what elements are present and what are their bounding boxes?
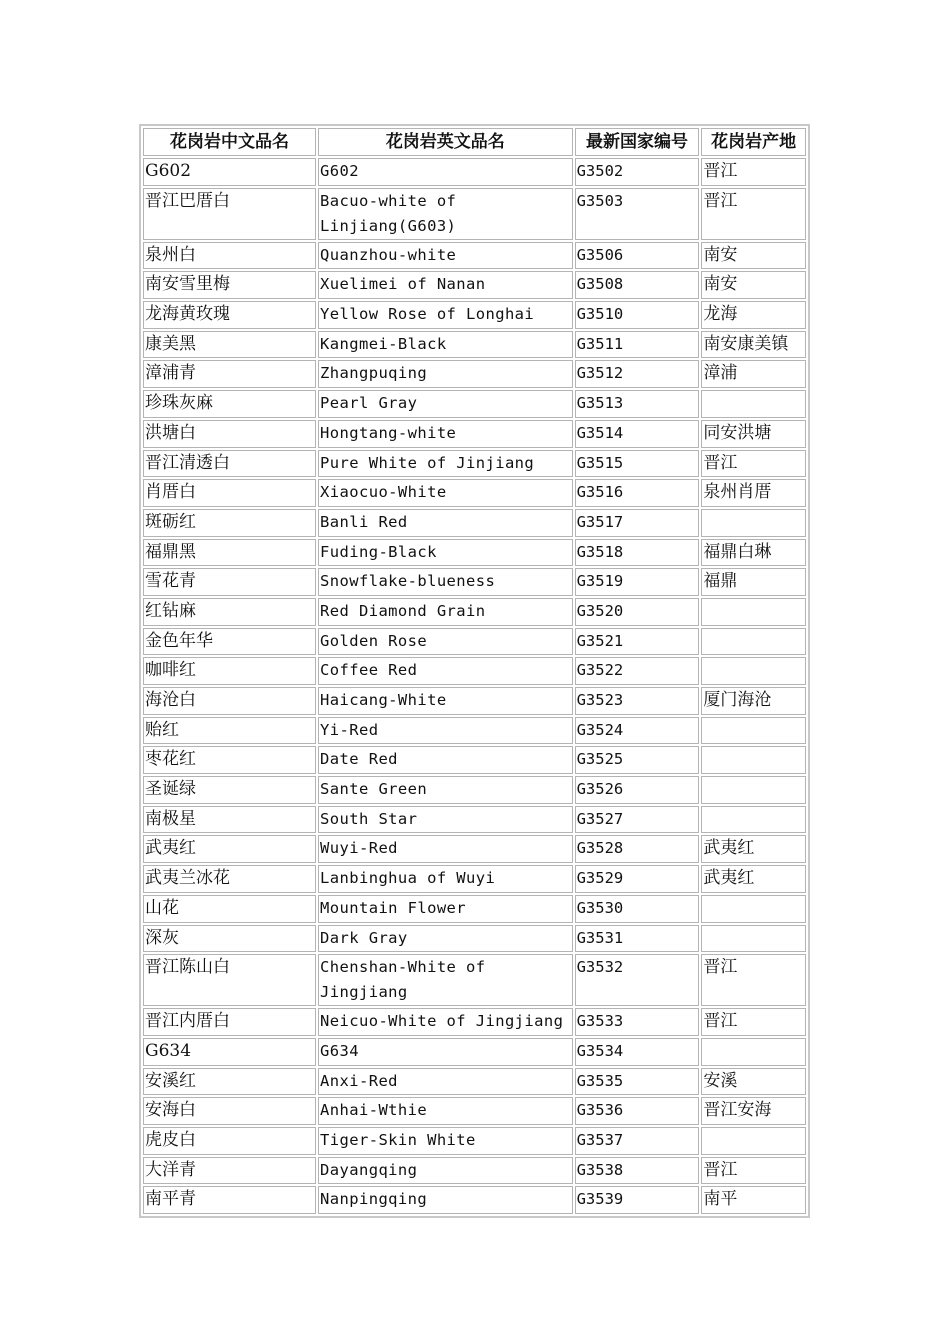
cell-origin: 福鼎白琳 <box>701 539 806 567</box>
cell-origin <box>701 628 806 656</box>
cell-national-code: G3515 <box>575 450 700 478</box>
cell-english-name: Wuyi-Red <box>318 835 573 863</box>
cell-chinese-name: 斑砺红 <box>143 509 316 537</box>
cell-chinese-name: 福鼎黑 <box>143 539 316 567</box>
cell-national-code: G3533 <box>575 1008 700 1036</box>
cell-origin: 龙海 <box>701 301 806 329</box>
table-row <box>143 450 806 478</box>
cell-english-name: Tiger-Skin White <box>318 1127 573 1155</box>
cell-national-code: G3502 <box>575 158 700 186</box>
cell-chinese-name: 南平青 <box>143 1186 316 1214</box>
table-row <box>143 390 806 418</box>
table-row <box>143 360 806 388</box>
cell-origin <box>701 746 806 774</box>
cell-chinese-name: 贻红 <box>143 717 316 745</box>
cell-national-code: G3503 <box>575 188 700 240</box>
cell-chinese-name: 红钻麻 <box>143 598 316 626</box>
cell-chinese-name: 康美黑 <box>143 331 316 359</box>
cell-origin <box>701 1038 806 1066</box>
cell-chinese-name: 海沧白 <box>143 687 316 715</box>
cell-chinese-name: 晋江清透白 <box>143 450 316 478</box>
cell-english-name: Chenshan-White of Jingjiang <box>318 954 573 1006</box>
cell-origin: 晋江 <box>701 954 806 1006</box>
cell-origin: 同安洪塘 <box>701 420 806 448</box>
granite-table <box>139 124 810 1218</box>
cell-origin: 泉州肖厝 <box>701 479 806 507</box>
cell-chinese-name: 山花 <box>143 895 316 923</box>
cell-national-code: G3527 <box>575 806 700 834</box>
table-header <box>143 128 806 156</box>
cell-english-name: Kangmei-Black <box>318 331 573 359</box>
cell-national-code: G3538 <box>575 1157 700 1185</box>
cell-english-name: South Star <box>318 806 573 834</box>
cell-national-code: G3506 <box>575 242 700 270</box>
table-row <box>143 865 806 893</box>
table-row <box>143 776 806 804</box>
cell-chinese-name: 大洋青 <box>143 1157 316 1185</box>
cell-national-code: G3514 <box>575 420 700 448</box>
table-row <box>143 539 806 567</box>
cell-national-code: G3517 <box>575 509 700 537</box>
cell-origin: 武夷红 <box>701 865 806 893</box>
table-row <box>143 242 806 270</box>
cell-english-name: Date Red <box>318 746 573 774</box>
cell-national-code: G3526 <box>575 776 700 804</box>
cell-english-name: Hongtang-white <box>318 420 573 448</box>
cell-origin: 晋江 <box>701 450 806 478</box>
cell-origin: 晋江 <box>701 188 806 240</box>
cell-english-name: Coffee Red <box>318 657 573 685</box>
cell-english-name: Yellow Rose of Longhai <box>318 301 573 329</box>
cell-chinese-name: 枣花红 <box>143 746 316 774</box>
cell-origin <box>701 776 806 804</box>
cell-english-name: Red Diamond Grain <box>318 598 573 626</box>
table-row <box>143 331 806 359</box>
cell-english-name: Neicuo-White of Jingjiang <box>318 1008 573 1036</box>
cell-chinese-name: 泉州白 <box>143 242 316 270</box>
cell-english-name: Banli Red <box>318 509 573 537</box>
cell-chinese-name: G634 <box>143 1038 316 1066</box>
cell-origin: 南平 <box>701 1186 806 1214</box>
table-row <box>143 509 806 537</box>
cell-chinese-name: 晋江巴厝白 <box>143 188 316 240</box>
cell-english-name: Mountain Flower <box>318 895 573 923</box>
cell-origin <box>701 1127 806 1155</box>
cell-national-code: G3512 <box>575 360 700 388</box>
cell-origin: 晋江 <box>701 1008 806 1036</box>
cell-english-name: Quanzhou-white <box>318 242 573 270</box>
cell-chinese-name: 南安雪里梅 <box>143 271 316 299</box>
header-origin: 花岗岩产地 <box>701 128 806 156</box>
table-row <box>143 746 806 774</box>
table-body <box>143 158 806 1214</box>
cell-national-code: G3524 <box>575 717 700 745</box>
table-row <box>143 1157 806 1185</box>
cell-national-code: G3511 <box>575 331 700 359</box>
cell-national-code: G3518 <box>575 539 700 567</box>
cell-national-code: G3534 <box>575 1038 700 1066</box>
cell-national-code: G3508 <box>575 271 700 299</box>
cell-english-name: Xuelimei of Nanan <box>318 271 573 299</box>
cell-chinese-name: 漳浦青 <box>143 360 316 388</box>
cell-english-name: Haicang-White <box>318 687 573 715</box>
cell-origin: 漳浦 <box>701 360 806 388</box>
cell-national-code: G3522 <box>575 657 700 685</box>
cell-english-name: Anhai-Wthie <box>318 1097 573 1125</box>
header-national-code: 最新国家编号 <box>575 128 700 156</box>
header-chinese-name: 花岗岩中文品名 <box>143 128 316 156</box>
cell-origin: 武夷红 <box>701 835 806 863</box>
cell-english-name: Nanpingqing <box>318 1186 573 1214</box>
cell-chinese-name: 圣诞绿 <box>143 776 316 804</box>
cell-english-name: Bacuo-white of Linjiang(G603) <box>318 188 573 240</box>
table-row <box>143 1068 806 1096</box>
table-row <box>143 895 806 923</box>
cell-origin: 南安 <box>701 242 806 270</box>
cell-chinese-name: 武夷红 <box>143 835 316 863</box>
table-row <box>143 835 806 863</box>
cell-english-name: Zhangpuqing <box>318 360 573 388</box>
cell-origin <box>701 925 806 953</box>
cell-english-name: G634 <box>318 1038 573 1066</box>
cell-national-code: G3536 <box>575 1097 700 1125</box>
cell-english-name: Yi-Red <box>318 717 573 745</box>
table-row <box>143 188 806 240</box>
cell-national-code: G3516 <box>575 479 700 507</box>
table-row <box>143 301 806 329</box>
table-row <box>143 598 806 626</box>
cell-chinese-name: 晋江内厝白 <box>143 1008 316 1036</box>
table-row <box>143 1127 806 1155</box>
cell-national-code: G3530 <box>575 895 700 923</box>
cell-english-name: Fuding-Black <box>318 539 573 567</box>
cell-national-code: G3537 <box>575 1127 700 1155</box>
cell-national-code: G3520 <box>575 598 700 626</box>
cell-national-code: G3531 <box>575 925 700 953</box>
cell-origin: 南安康美镇 <box>701 331 806 359</box>
cell-chinese-name: G602 <box>143 158 316 186</box>
cell-national-code: G3539 <box>575 1186 700 1214</box>
cell-chinese-name: 珍珠灰麻 <box>143 390 316 418</box>
cell-origin: 安溪 <box>701 1068 806 1096</box>
cell-chinese-name: 龙海黄玫瑰 <box>143 301 316 329</box>
table-row <box>143 271 806 299</box>
table-row <box>143 806 806 834</box>
cell-national-code: G3513 <box>575 390 700 418</box>
table-row <box>143 158 806 186</box>
cell-origin <box>701 806 806 834</box>
cell-national-code: G3528 <box>575 835 700 863</box>
cell-english-name: Golden Rose <box>318 628 573 656</box>
table-row <box>143 925 806 953</box>
table-row <box>143 628 806 656</box>
cell-english-name: Snowflake-blueness <box>318 568 573 596</box>
cell-national-code: G3535 <box>575 1068 700 1096</box>
cell-national-code: G3529 <box>575 865 700 893</box>
cell-origin: 厦门海沧 <box>701 687 806 715</box>
table-row <box>143 420 806 448</box>
cell-chinese-name: 深灰 <box>143 925 316 953</box>
cell-national-code: G3521 <box>575 628 700 656</box>
table-row <box>143 1008 806 1036</box>
cell-english-name: G602 <box>318 158 573 186</box>
table-row <box>143 479 806 507</box>
cell-english-name: Anxi-Red <box>318 1068 573 1096</box>
cell-origin: 晋江安海 <box>701 1097 806 1125</box>
cell-origin <box>701 598 806 626</box>
cell-national-code: G3523 <box>575 687 700 715</box>
cell-chinese-name: 南极星 <box>143 806 316 834</box>
cell-chinese-name: 武夷兰冰花 <box>143 865 316 893</box>
cell-chinese-name: 金色年华 <box>143 628 316 656</box>
table-row <box>143 954 806 1006</box>
cell-origin <box>701 895 806 923</box>
cell-origin <box>701 657 806 685</box>
cell-chinese-name: 咖啡红 <box>143 657 316 685</box>
cell-origin: 南安 <box>701 271 806 299</box>
header-english-name: 花岗岩英文品名 <box>318 128 573 156</box>
cell-english-name: Pearl Gray <box>318 390 573 418</box>
cell-chinese-name: 洪塘白 <box>143 420 316 448</box>
table-row <box>143 1186 806 1214</box>
cell-english-name: Xiaocuo-White <box>318 479 573 507</box>
table-row <box>143 717 806 745</box>
cell-english-name: Lanbinghua of Wuyi <box>318 865 573 893</box>
cell-origin: 晋江 <box>701 1157 806 1185</box>
cell-chinese-name: 晋江陈山白 <box>143 954 316 1006</box>
table-row <box>143 687 806 715</box>
cell-english-name: Sante Green <box>318 776 573 804</box>
header-row <box>143 128 806 156</box>
table-row <box>143 568 806 596</box>
cell-origin: 福鼎 <box>701 568 806 596</box>
cell-chinese-name: 雪花青 <box>143 568 316 596</box>
cell-national-code: G3525 <box>575 746 700 774</box>
cell-english-name: Dark Gray <box>318 925 573 953</box>
cell-origin: 晋江 <box>701 158 806 186</box>
table-row <box>143 1097 806 1125</box>
cell-national-code: G3532 <box>575 954 700 1006</box>
cell-origin <box>701 509 806 537</box>
cell-english-name: Pure White of Jinjiang <box>318 450 573 478</box>
cell-national-code: G3510 <box>575 301 700 329</box>
cell-origin <box>701 390 806 418</box>
cell-chinese-name: 肖厝白 <box>143 479 316 507</box>
cell-english-name: Dayangqing <box>318 1157 573 1185</box>
table-row <box>143 657 806 685</box>
cell-origin <box>701 717 806 745</box>
cell-national-code: G3519 <box>575 568 700 596</box>
cell-chinese-name: 虎皮白 <box>143 1127 316 1155</box>
cell-chinese-name: 安海白 <box>143 1097 316 1125</box>
cell-chinese-name: 安溪红 <box>143 1068 316 1096</box>
table-row <box>143 1038 806 1066</box>
